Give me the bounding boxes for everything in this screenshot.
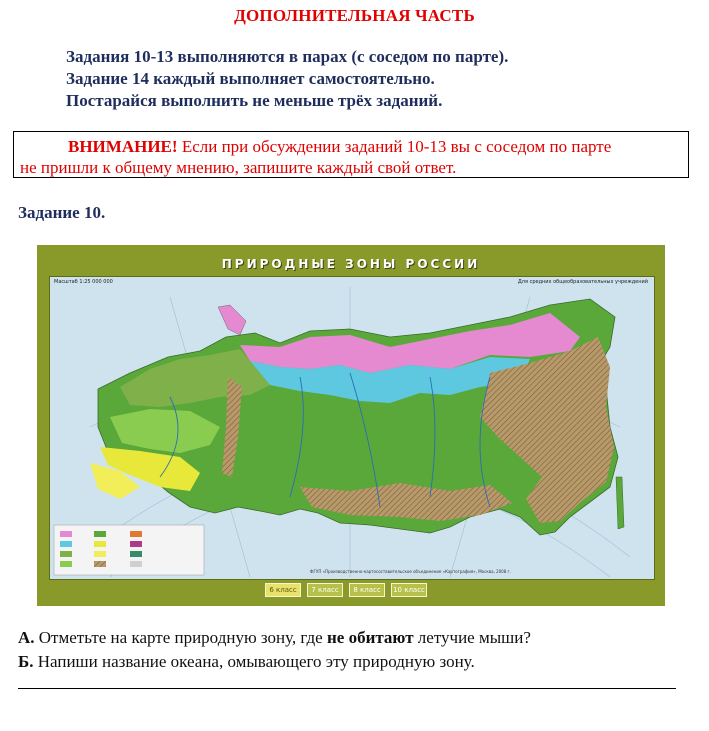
natural-zones-map[interactable]	[37, 245, 665, 606]
map-legend	[54, 525, 204, 575]
warning-text-line2: не пришли к общему мнению, запишите каждый свой ответ.	[20, 158, 457, 177]
sakhalin	[616, 477, 624, 529]
map-audience: Для средних общеобразовательных учреждений	[517, 279, 648, 285]
question-a-label: А.	[18, 628, 35, 647]
warning-text-line1: Если при обсуждении заданий 10-13 вы с соседом по парте	[177, 137, 612, 156]
question-b	[18, 652, 475, 672]
warning-box	[13, 131, 689, 178]
grade-tab-10[interactable]: 10 класс	[391, 583, 427, 597]
question-b-text: Напиши название океана, омывающего эту природную зону.	[33, 652, 475, 671]
instruction-line: Постарайся выполнить не меньше трёх заданий.	[66, 91, 443, 110]
map-canvas[interactable]	[49, 276, 655, 580]
map-title: ПРИРОДНЫЕ ЗОНЫ РОССИИ	[221, 257, 481, 271]
question-a	[18, 628, 531, 648]
grade-tab-8[interactable]: 8 класс	[349, 583, 385, 597]
answer-line[interactable]	[18, 688, 676, 689]
question-a-text: Отметьте на карте природную зону, где	[34, 628, 327, 647]
instructions	[66, 46, 508, 112]
map-scale: Масштаб 1:25 000 000	[54, 279, 113, 285]
novaya-zemlya	[218, 305, 246, 335]
warning-label: ВНИМАНИЕ!	[68, 137, 178, 156]
question-b-label: Б.	[18, 652, 34, 671]
grade-tab-6[interactable]: 6 класс	[265, 583, 301, 597]
task-heading: Задание 10.	[18, 203, 106, 222]
instruction-line: Задания 10-13 выполняются в парах (с соседом по парте).	[66, 47, 509, 66]
grade-tab-7[interactable]: 7 класс	[307, 583, 343, 597]
map-credit: ФГУП «Производственно-картосоставительское объединение «Картография», Москва, 2008 г.	[310, 569, 511, 574]
question-a-text-end: летучие мыши?	[413, 628, 531, 647]
grade-tabs	[265, 583, 427, 597]
page-title: ДОПОЛНИТЕЛЬНАЯ ЧАСТЬ	[234, 6, 475, 25]
map-drawing	[50, 277, 654, 579]
question-a-emphasis: не обитают	[326, 628, 414, 647]
instruction-line: Задание 14 каждый выполняет самостоятельно.	[66, 69, 435, 88]
